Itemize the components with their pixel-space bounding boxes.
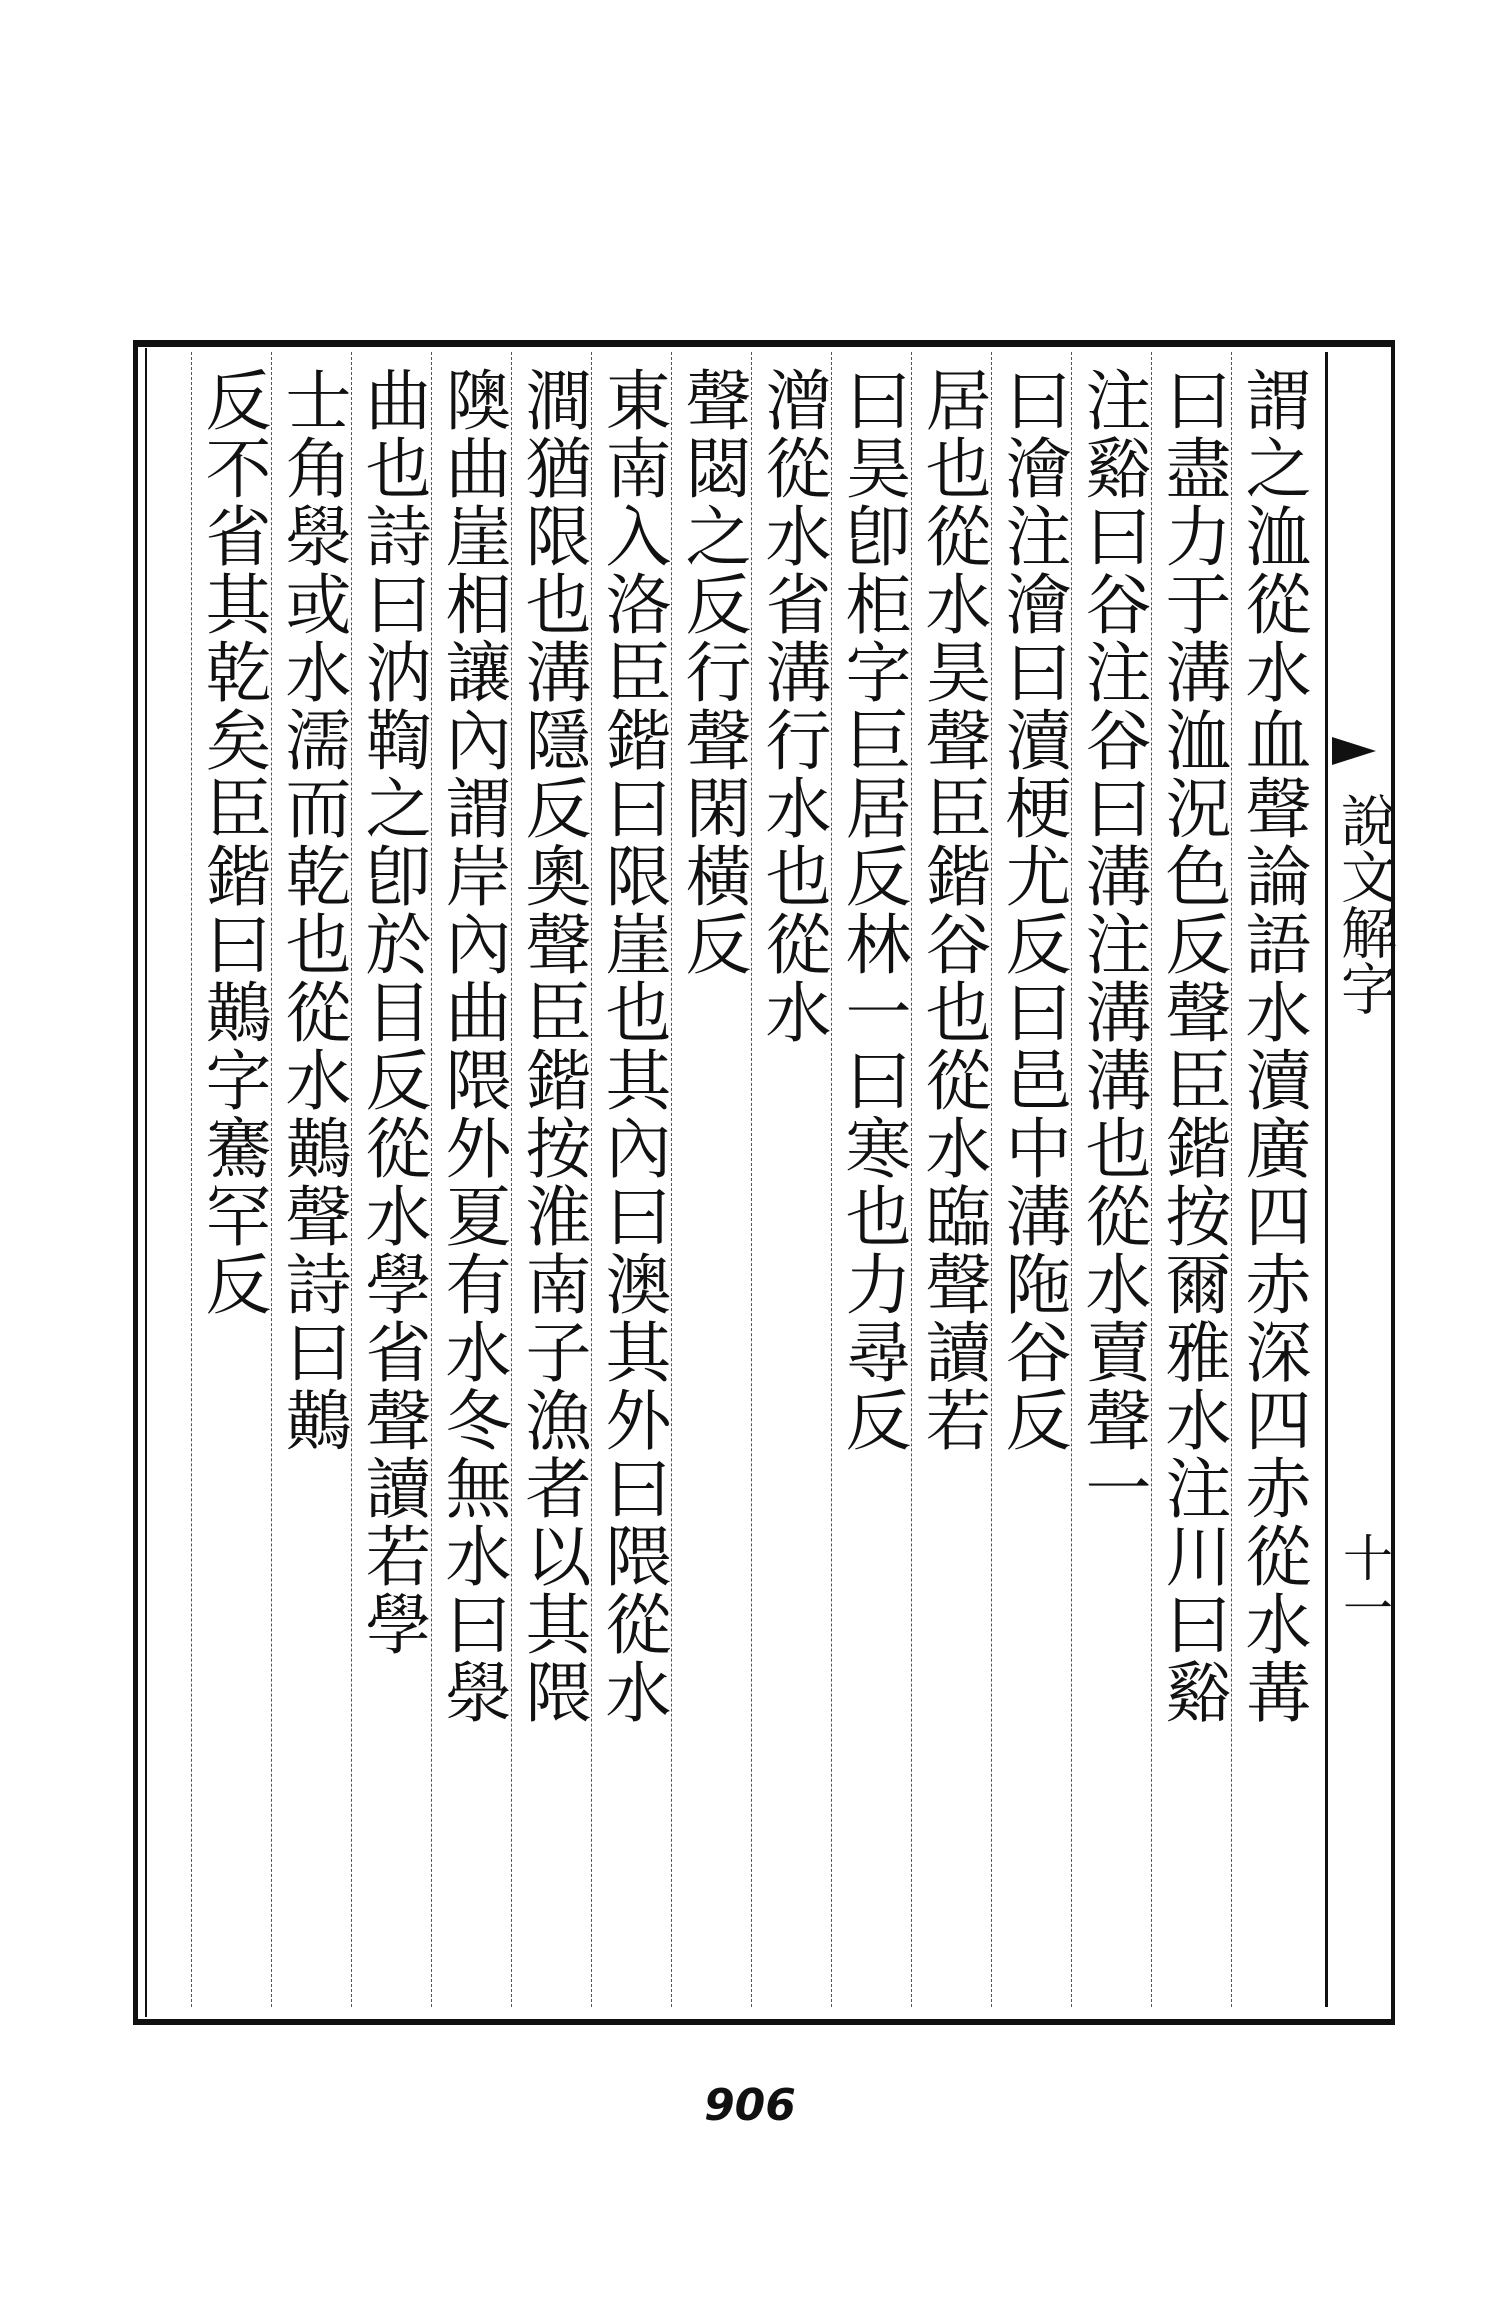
column-text: 士角澩或水濡而乾也從水鷬聲詩曰鷬 [274,366,351,1454]
text-column [351,352,431,2007]
column-text: 反不省其乾矣臣鍇曰鷬字騫罕反 [194,366,271,1318]
top-border-rule [133,340,1395,347]
text-column [671,352,751,2007]
text-column [991,352,1071,2007]
column-text: 注谿曰谷注谷曰溝注溝溝也從水賣聲一 [1074,366,1151,1522]
text-column [191,352,271,2007]
text-column [1151,352,1231,2007]
text-column [1071,352,1151,2007]
text-column [511,352,591,2007]
column-text: 澗猶限也溝隱反奧聲臣鍇按淮南子漁者以其隈 [514,366,591,1726]
bottom-border-rule [133,2019,1395,2025]
page-number: 906 [704,2080,796,2131]
text-column [911,352,991,2007]
fish-tail-mark [1332,737,1376,765]
column-text: 曰澮注澮曰瀆梗尤反曰邑中溝陁谷反 [994,366,1071,1454]
column-text: 曲也詩曰汭鞫之卽於目反從水學省聲讀若學 [354,366,431,1658]
leaf-number: 十一 [1335,1532,1393,1632]
text-column [1231,352,1311,2007]
text-column [751,352,831,2007]
column-text: 東南入洛臣鍇曰限崖也其內曰澳其外曰隈從水 [594,366,671,1726]
column-text: 聲閟之反行聲閑橫反 [674,366,751,978]
column-text: 隩曲崖相讓內謂岸內曲隈外夏有水冬無水曰澩 [434,366,511,1726]
text-column [591,352,671,2007]
column-text: 潧從水省溝行水也從水 [754,366,831,1046]
page-frame [133,340,1395,2025]
left-border-rule [133,340,138,2025]
text-column [431,352,511,2007]
text-columns [151,352,1311,2007]
column-text: 曰盡力于溝洫況色反聲臣鍇按爾雅水注川曰谿 [1154,366,1231,1726]
left-inner-rule [145,348,147,2017]
column-text: 居也從水昊聲臣鍇谷也從水臨聲讀若 [914,366,991,1454]
column-text: 曰昊卽柜字巨居反林一曰寒也力尋反 [834,366,911,1454]
text-column [831,352,911,2007]
margin-title: 說文解字 [1332,792,1397,1016]
center-fold-strip [1325,352,1396,2007]
column-text: 謂之洫從水血聲論語水瀆廣四赤深四赤從水冓 [1234,366,1311,1726]
text-column [271,352,351,2007]
